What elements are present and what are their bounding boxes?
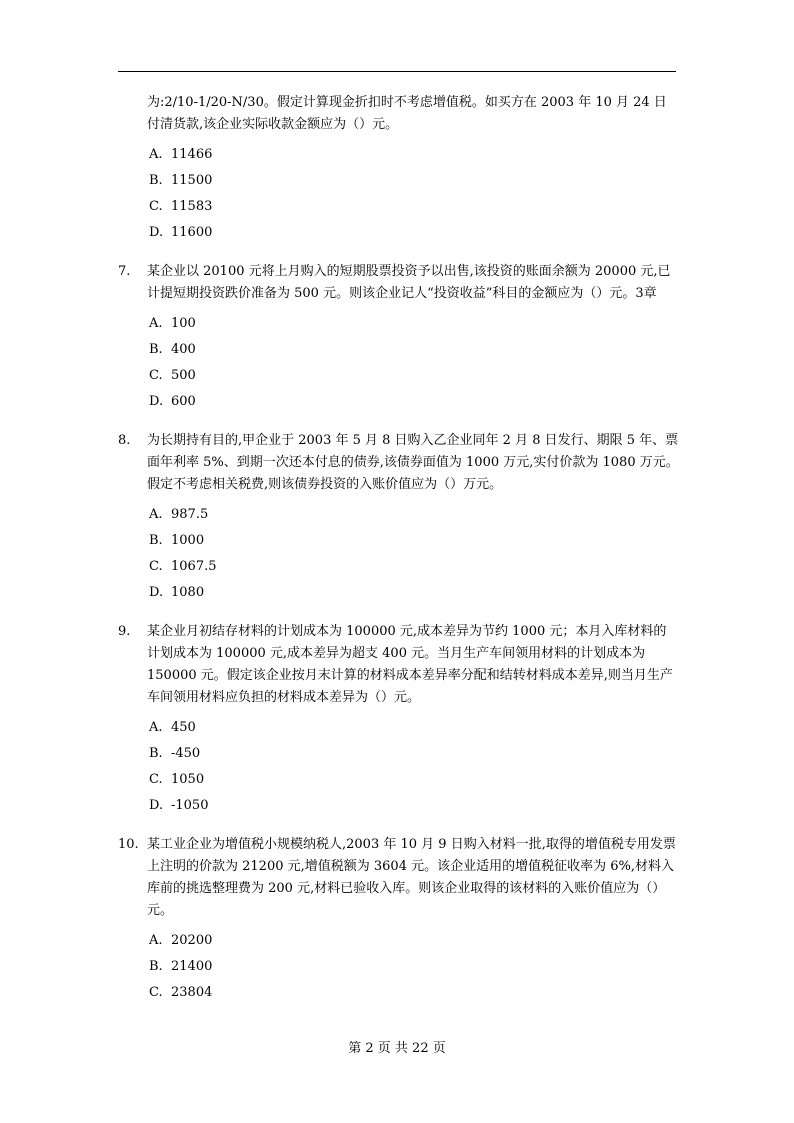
question-7 [0, 261, 794, 415]
option-letter: C. [149, 199, 163, 214]
question-6-continued [0, 92, 794, 246]
option-value: -450 [171, 746, 201, 761]
option-letter: C. [149, 559, 163, 574]
option-c [149, 363, 794, 389]
option-value: 100 [171, 316, 196, 331]
option-b [149, 954, 794, 980]
question-number: 7. [118, 264, 131, 279]
question-text: 为长期持有目的,甲企业于 2003 年 5 月 8 日购入乙企业同年 2 月 8 日发行、期限 5 年、票面年利率 5%、到期一次还本付息的债券,该债券面值为 1000 万元,实付价款为 1080 万元。假定不考虑相关税费,则该债券投资的入账价值应为（）万元。 [147, 433, 679, 492]
option-value: 1080 [171, 585, 205, 600]
option-a [149, 502, 794, 528]
option-c [149, 194, 794, 220]
option-letter: B. [149, 959, 163, 974]
option-letter: C. [149, 772, 163, 787]
option-letter: A. [149, 933, 163, 948]
option-d [149, 389, 794, 415]
option-b [149, 337, 794, 363]
option-c [149, 980, 794, 1006]
option-value: 400 [171, 342, 196, 357]
option-value: 600 [171, 394, 196, 409]
question-number: 8. [118, 433, 131, 448]
option-letter: A. [149, 147, 163, 162]
option-letter: A. [149, 507, 163, 522]
option-b [149, 741, 794, 767]
option-letter: A. [149, 720, 163, 735]
option-a [149, 928, 794, 954]
question-8 [0, 430, 794, 606]
option-value: 500 [171, 368, 196, 383]
option-d [149, 220, 794, 246]
option-value: -1050 [171, 798, 209, 813]
option-value: 450 [171, 720, 196, 735]
page-footer: 第 2 页 共 22 页 [348, 1041, 446, 1056]
question-10 [0, 834, 794, 1006]
option-b [149, 528, 794, 554]
option-a [149, 142, 794, 168]
question-text: 某企业以 20100 元将上月购入的短期股票投资予以出售,该投资的账面余额为 20000 元,已计提短期投资跌价准备为 500 元。则该企业记人“投资收益”科目的金额应为（）元。3章 [147, 264, 671, 301]
question-text: 为:2/10-1/20-N/30。假定计算现金折扣时不考虑增值税。如买方在 2003 年 10 月 24 日付清货款,该企业实际收款金额应为（）元。 [147, 95, 667, 132]
option-c [149, 767, 794, 793]
option-letter: B. [149, 342, 163, 357]
option-d [149, 793, 794, 819]
option-value: 11466 [171, 147, 213, 162]
question-9 [0, 621, 794, 819]
option-d [149, 580, 794, 606]
option-a [149, 311, 794, 337]
option-letter: D. [149, 225, 164, 240]
question-text: 某工业企业为增值税小规模纳税人,2003 年 10 月 9 日购入材料一批,取得的增值税专用发票上注明的价款为 21200 元,增值税额为 3604 元。该企业适用的增值税征收率为 6%,材料入库前的挑选整理费为 200 元,材料已验收入库。则该企业取得的该材料的入账价值应为（）元。 [147, 837, 676, 918]
option-c [149, 554, 794, 580]
page-content [0, 92, 794, 1006]
header-rule [118, 71, 676, 72]
option-value: 987.5 [171, 507, 209, 522]
option-value: 20200 [171, 933, 213, 948]
option-letter: B. [149, 746, 163, 761]
question-text: 某企业月初结存材料的计划成本为 100000 元,成本差异为节约 1000 元；本月入库材料的计划成本为 100000 元,成本差异为超支 400 元。当月生产车间领用材料的计划成本为 150000 元。假定该企业按月末计算的材料成本差异率分配和结转材料成本差异,则当月生产车间领用材料应负担的材料成本差异为（）元。 [147, 624, 673, 705]
option-letter: A. [149, 316, 163, 331]
question-number: 9. [118, 624, 131, 639]
question-number: 10. [118, 837, 139, 852]
option-letter: D. [149, 394, 164, 409]
option-letter: C. [149, 985, 163, 1000]
option-letter: D. [149, 798, 164, 813]
option-value: 11500 [171, 173, 213, 188]
option-b [149, 168, 794, 194]
option-a [149, 715, 794, 741]
option-letter: B. [149, 533, 163, 548]
option-letter: C. [149, 368, 163, 383]
option-value: 11600 [171, 225, 213, 240]
option-value: 11583 [171, 199, 213, 214]
option-value: 21400 [171, 959, 213, 974]
option-value: 1050 [171, 772, 205, 787]
option-value: 23804 [171, 985, 213, 1000]
option-value: 1067.5 [171, 559, 217, 574]
option-letter: D. [149, 585, 164, 600]
option-value: 1000 [171, 533, 205, 548]
option-letter: B. [149, 173, 163, 188]
